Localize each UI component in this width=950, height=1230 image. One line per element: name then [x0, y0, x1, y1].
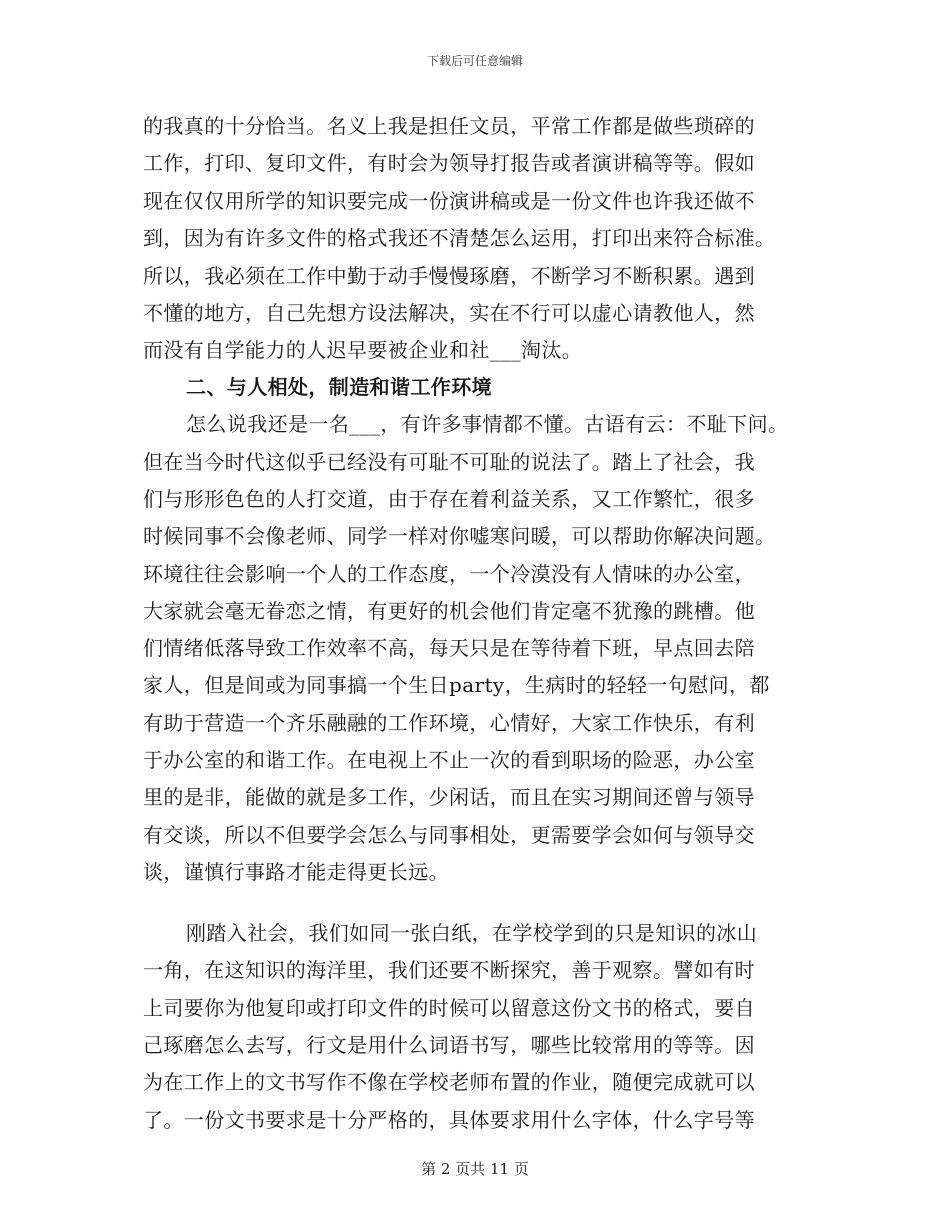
- page-header: 下载后可任意编辑: [426, 54, 523, 68]
- text-line: 们与形形色色的人打交道，由于存在着利益关系，又工作繁忙，很多: [143, 487, 755, 511]
- text-line: 们情绪低落导致工作效率不高，每天只是在等待着下班，早点回去陪: [143, 636, 755, 660]
- text-line: 己琢磨怎么去写，行文是用什么词语书写，哪些比较常用的等等。因: [143, 1033, 755, 1057]
- text-line: 不懂的地方，自己先想方设法解决，实在不行可以虚心请教他人，然: [143, 301, 755, 325]
- text-line: 谈，谨慎行事路才能走得更长远。: [143, 860, 449, 884]
- page-footer: 第 2 页共 11 页: [421, 1160, 529, 1178]
- text-line: 里的是非，能做的就是多工作，少闲话，而且在实习期间还曾与领导: [143, 785, 755, 809]
- text-line: 所以，我必须在工作中勤于动手慢慢琢磨，不断学习不断积累。遇到: [143, 264, 755, 288]
- text-line: 了。一份文书要求是十分严格的，具体要求用什么字体，什么字号等: [143, 1108, 755, 1132]
- text-line: 一角，在这知识的海洋里，我们还要不断探究，善于观察。譬如有时: [143, 958, 755, 982]
- text-line: 有交谈，所以不但要学会怎么与同事相处，更需要学会如何与领导交: [143, 823, 755, 847]
- text-line: 到，因为有许多文件的格式我还不清楚怎么运用，打印出来符合标准。: [143, 226, 776, 250]
- text-line: 而没有自学能力的人迟早要被企业和社___淘汰。: [143, 338, 583, 362]
- text-line: 的我真的十分恰当。名义上我是担任文员，平常工作都是做些琐碎的: [143, 114, 755, 138]
- text-line: 有助于营造一个齐乐融融的工作环境，心情好，大家工作快乐，有利: [143, 711, 755, 735]
- text-line: 刚踏入社会，我们如同一张白纸，在学校学到的只是知识的冰山: [186, 921, 758, 945]
- text-line: 环境往往会影响一个人的工作态度，一个冷漠没有人情味的办公室，: [143, 562, 755, 586]
- text-line: 时候同事不会像老师、同学一样对你嘘寒问暖，可以帮助你解决问题。: [143, 524, 776, 548]
- text-line: 现在仅仅用所学的知识要完成一份演讲稿或是一份文件也许我还做不: [143, 189, 755, 213]
- text-line: 为在工作上的文书写作不像在学校老师布置的作业，随便完成就可以: [143, 1070, 755, 1094]
- text-line: 怎么说我还是一名___，有许多事情都不懂。古语有云：不耻下问。: [186, 412, 789, 436]
- text-line: 上司要你为他复印或打印文件的时候可以留意这份文书的格式，要自: [143, 996, 755, 1020]
- text-line: 于办公室的和谐工作。在电视上不止一次的看到职场的险恶，办公室: [143, 748, 755, 772]
- text-line: 工作，打印、复印文件，有时会为领导打报告或者演讲稿等等。假如: [143, 151, 755, 175]
- section-heading: 二、与人相处，制造和谐工作环境: [186, 375, 492, 399]
- text-line: 家人，但是间或为同事搞一个生日party，生病时的轻轻一句慰问，都: [143, 673, 770, 697]
- text-line: 但在当今时代这似乎已经没有可耻不可耻的说法了。踏上了社会，我: [143, 450, 755, 474]
- text-line: 大家就会毫无眷恋之情，有更好的机会他们肯定毫不犹豫的跳槽。他: [143, 599, 755, 623]
